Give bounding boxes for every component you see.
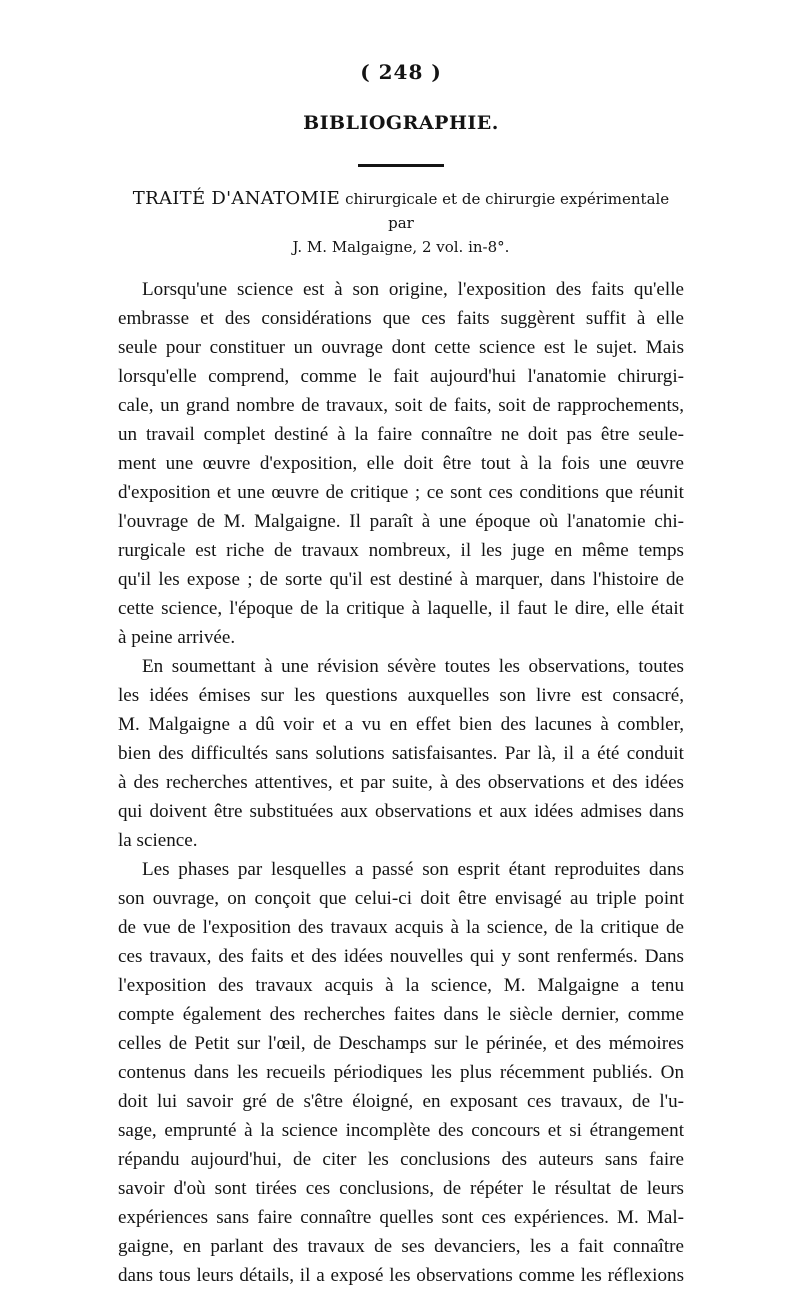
text-line: la science.	[118, 830, 198, 851]
section-heading: BIBLIOGRAPHIE.	[303, 112, 499, 134]
text-line: d'exposition et une œuvre de critique ; ce sont ces conditions que réunit	[118, 482, 684, 503]
text-line: rurgicale est riche de travaux nombreux, il les juge en même temps	[118, 540, 684, 561]
book-page	[118, 60, 684, 1290]
text-line: cale, un grand nombre de travaux, soit de faits, soit de rapprochements,	[118, 395, 684, 416]
text-line: Lorsqu'une science est à son origine, l'exposition des faits qu'elle	[142, 279, 684, 300]
text-line: un travail complet destiné à la faire connaître ne doit pas être seule-	[118, 424, 684, 445]
book-title-author: J. M. Malgaigne, 2 vol. in-8°.	[292, 238, 510, 256]
text-line: cette science, l'époque de la critique à laquelle, il faut le dire, elle était	[118, 598, 684, 619]
paragraph	[118, 652, 684, 855]
text-line: qu'il les expose ; de sorte qu'il est destiné à marquer, dans l'histoire de	[118, 569, 684, 590]
text-line: sage, emprunté à la science incomplète des concours et si étrangement	[118, 1120, 684, 1141]
text-line: ces travaux, des faits et des idées nouvelles qui y sont renfermés. Dans	[118, 946, 684, 967]
text-line: compte également des recherches faites dans le siècle dernier, comme	[118, 1004, 684, 1025]
text-line: gaigne, en parlant des travaux de ses devanciers, les a fait connaître	[118, 1236, 684, 1257]
text-line: bien des difficultés sans solutions satisfaisantes. Par là, il a été conduit	[118, 743, 684, 764]
text-line: l'exposition des travaux acquis à la science, M. Malgaigne a tenu	[118, 975, 684, 996]
heading-rule	[358, 164, 444, 167]
text-line: répandu aujourd'hui, de citer les conclusions des auteurs sans faire	[118, 1149, 684, 1170]
text-line: expériences sans faire connaître quelles sont ces expériences. M. Mal-	[118, 1207, 684, 1228]
text-line: seule pour constituer un ouvrage dont cette science est le sujet. Mais	[118, 337, 684, 358]
book-title-caps: TRAITÉ D'ANATOMIE	[132, 188, 341, 209]
text-line: contenus dans les recueils périodiques les plus récemment publiés. On	[118, 1062, 684, 1083]
text-line: qui doivent être substituées aux observations et aux idées admises dans	[118, 801, 684, 822]
text-line: Les phases par lesquelles a passé son esprit étant reproduites dans	[142, 859, 684, 880]
text-line: à peine arrivée.	[118, 627, 236, 648]
text-line: savoir d'où sont tirées ces conclusions, de répéter le résultat de leurs	[118, 1178, 684, 1199]
text-line: En soumettant à une révision sévère toutes les observations, toutes	[142, 656, 684, 677]
book-title	[130, 187, 672, 259]
text-line: celles de Petit sur l'œil, de Deschamps sur le périnée, et des mémoires	[118, 1033, 684, 1054]
text-line: M. Malgaigne a dû voir et a vu en effet bien des lacunes à combler,	[118, 714, 684, 735]
text-line: lorsqu'elle comprend, comme le fait aujourd'hui l'anatomie chirurgi-	[118, 366, 684, 387]
text-line: l'ouvrage de M. Malgaigne. Il paraît à une époque où l'anatomie chi-	[118, 511, 684, 532]
book-title-subtitle: chirurgicale et de chirurgie expérimentale par	[345, 190, 670, 232]
text-line: à des recherches attentives, et par suite, à des observations et des idées	[118, 772, 684, 793]
page-number: ( 248 )	[360, 60, 442, 84]
text-line: son ouvrage, on conçoit que celui-ci doit être envisagé au triple point	[118, 888, 684, 909]
text-line: de vue de l'exposition des travaux acquis à la science, de la critique de	[118, 917, 684, 938]
text-line: les idées émises sur les questions auxquelles son livre est consacré,	[118, 685, 684, 706]
text-line: doit lui savoir gré de s'être éloigné, en exposant ces travaux, de l'u-	[118, 1091, 684, 1112]
text-line: dans tous leurs détails, il a exposé les observations comme les réflexions	[118, 1265, 684, 1286]
paragraph	[118, 275, 684, 652]
paragraph	[118, 855, 684, 1290]
text-line: embrasse et des considérations que ces faits suggèrent suffit à elle	[118, 308, 684, 329]
body-text	[118, 275, 684, 1290]
text-line: ment une œuvre d'exposition, elle doit être tout à la fois une œuvre	[118, 453, 684, 474]
